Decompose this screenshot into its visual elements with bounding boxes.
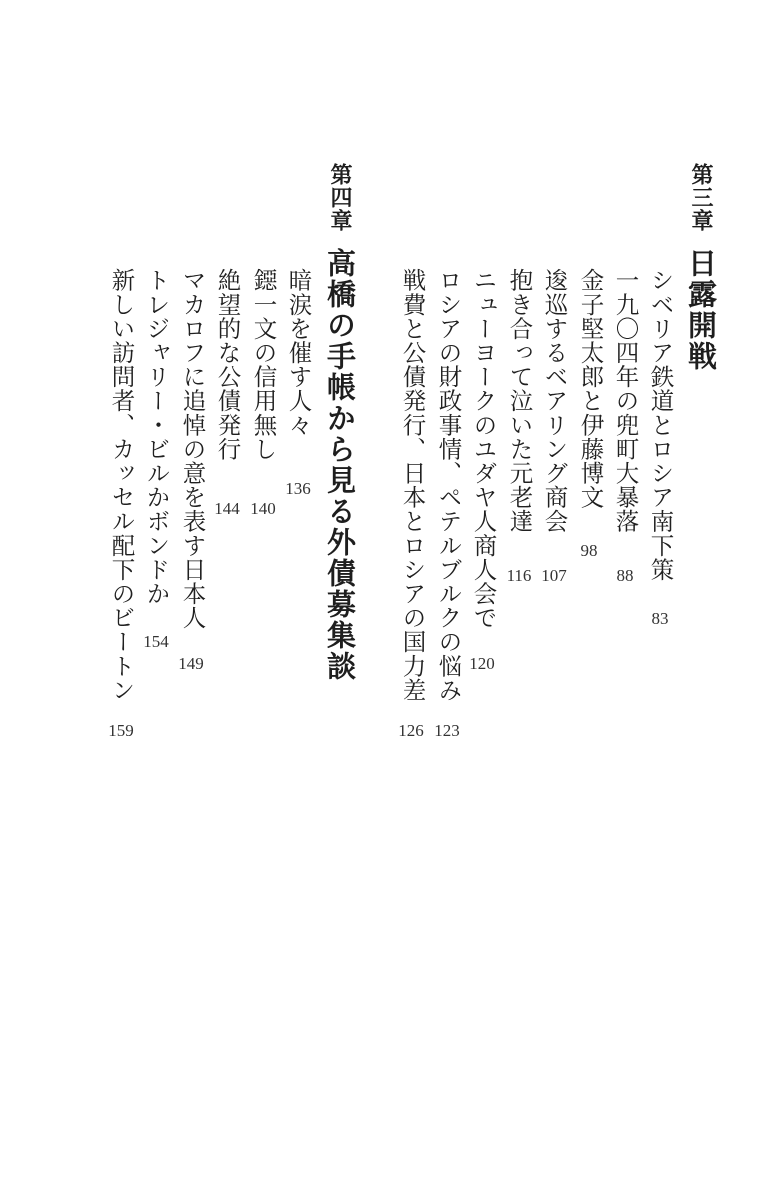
section-title: 金子堅太郎と伊藤博文 [576,268,605,509]
page-number: 107 [541,566,567,585]
section-title: 新しい訪問者、カッセル配下のビートン [107,268,136,702]
section-title: 暗涙を催す人々 [284,268,313,437]
page-number: 116 [506,566,532,585]
section-title: トレジャリー・ビルかボンドか [142,268,171,606]
page-number: 83 [651,609,669,628]
page-number: 98 [580,541,598,560]
section-title: マカロフに追悼の意を表す日本人 [178,268,207,630]
page-number: 154 [143,632,169,651]
section-title: ニューヨークのユダヤ人商人会で [469,268,498,630]
page-number: 144 [214,499,240,518]
section-title: 逡巡するベアリング商会 [540,268,569,534]
page-number: 149 [178,654,204,673]
chapter-title: 高橋の手帳から見る外債募集談 [323,248,357,682]
page-number: 120 [469,654,495,673]
chapter-number: 第四章 [327,163,353,232]
page-number: 136 [285,479,311,498]
page-number: 88 [616,566,634,585]
page-number: 159 [108,721,134,740]
section-title: 鐚一文の信用無し [249,268,278,461]
page-number: 126 [398,721,424,740]
section-title: 一九〇四年の兜町大暴落 [611,268,640,534]
section-title: 戦費と公債発行、日本とロシアの国力差 [398,268,427,702]
section-title: シベリア鉄道とロシア南下策 [646,268,675,582]
chapter-title: 日露開戦 [684,248,718,372]
section-title: ロシアの財政事情、ペテルブルクの悩み [434,268,463,702]
page-number: 140 [250,499,276,518]
page-number: 123 [434,721,460,740]
section-title: 抱き合って泣いた元老達 [505,268,534,534]
chapter-number: 第三章 [688,163,714,232]
section-title: 絶望的な公債発行 [213,268,242,461]
